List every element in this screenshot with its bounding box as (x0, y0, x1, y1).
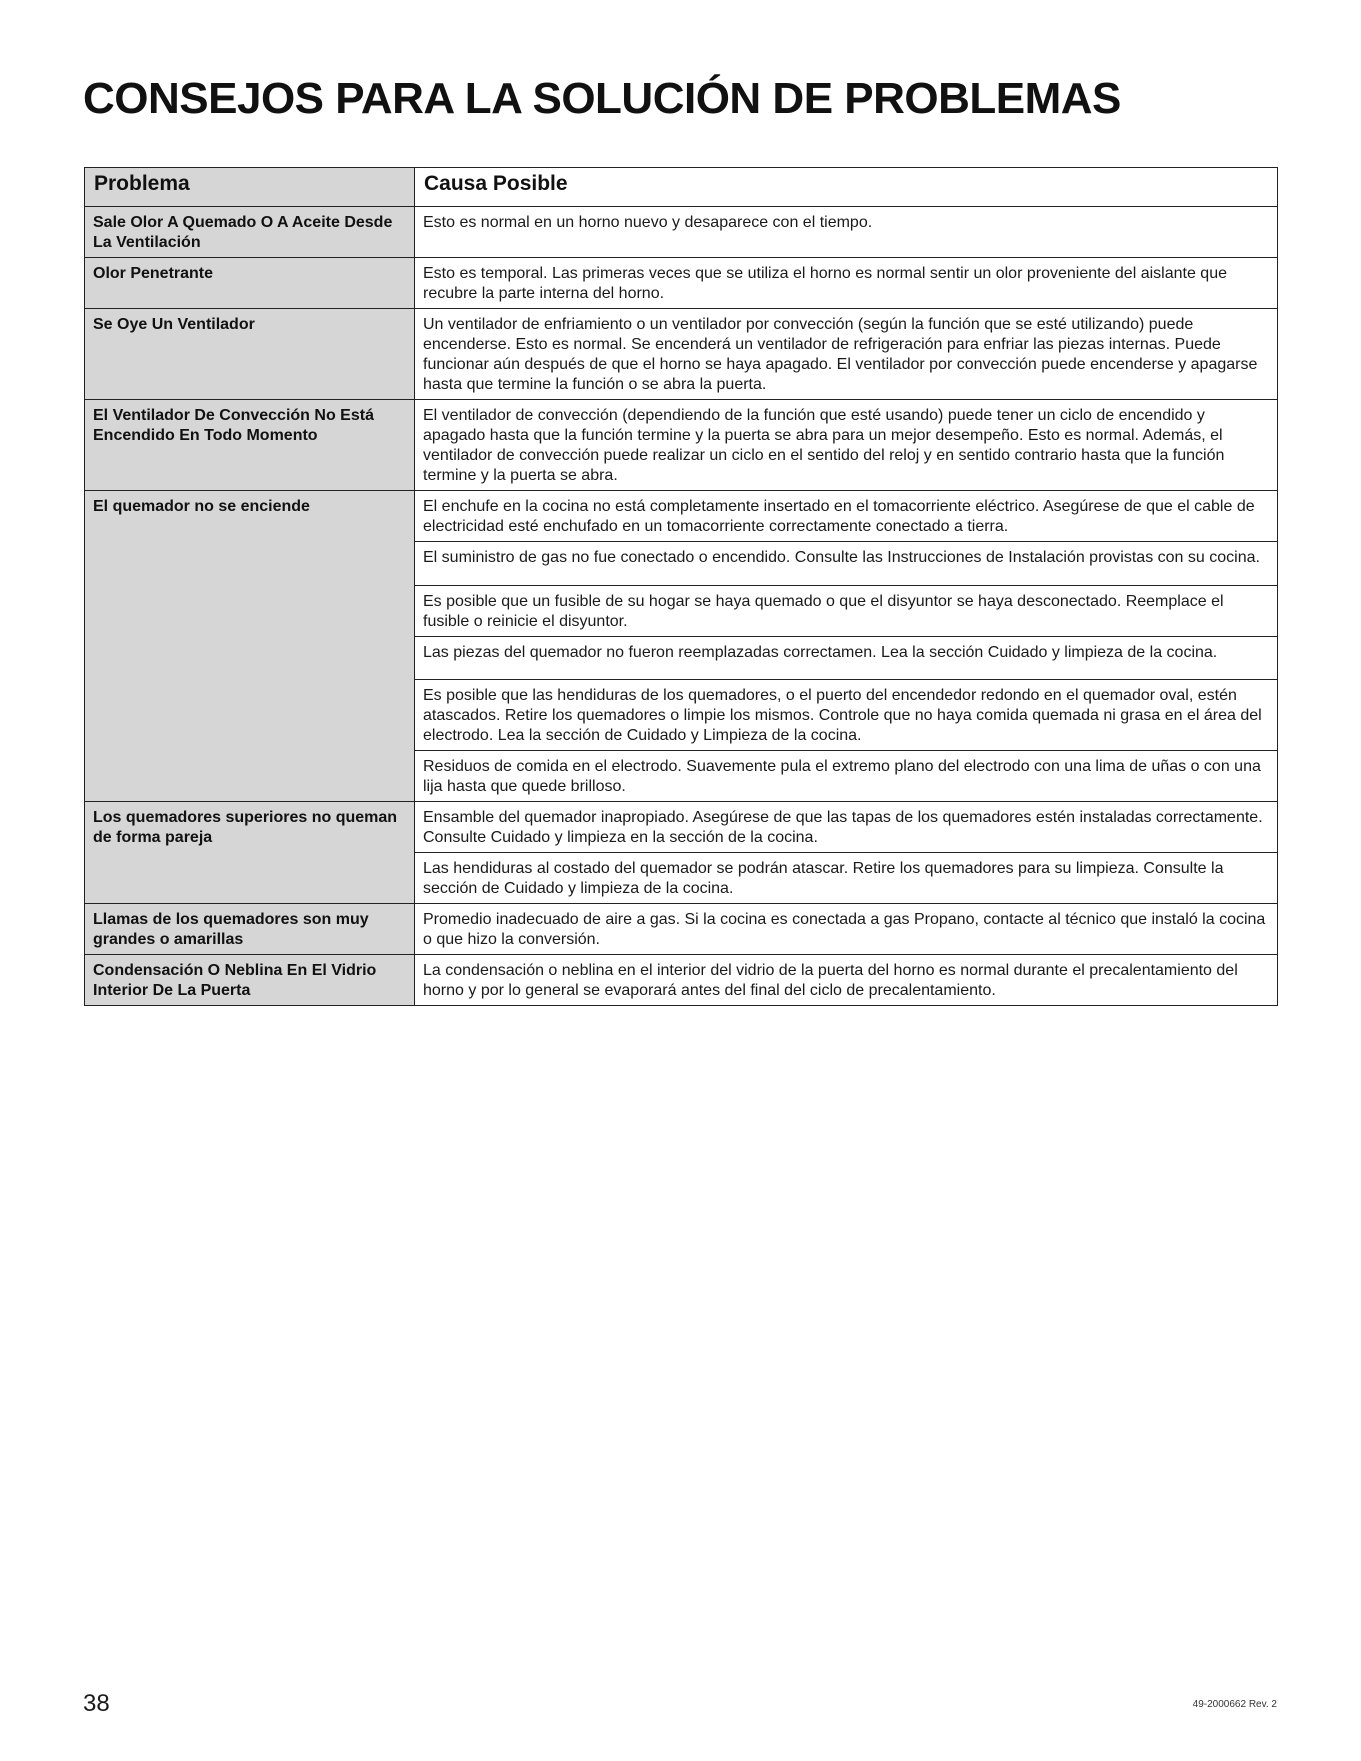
cause-cell: Las piezas del quemador no fueron reemplazadas correctamen. Lea la sección Cuidado y limpieza de la cocina. (415, 637, 1278, 680)
problem-cell: Condensación O Neblina En El Vidrio Interior De La Puerta (85, 955, 415, 1006)
problem-cell: El quemador no se enciende (85, 491, 415, 802)
cause-cell: Esto es temporal. Las primeras veces que se utiliza el horno es normal sentir un olor proveniente del aislante que recubre la parte interna del horno. (415, 258, 1278, 309)
table-row (85, 802, 1278, 853)
table-row (85, 400, 1278, 491)
table-row (85, 207, 1278, 258)
cause-cell: El suministro de gas no fue conectado o encendido. Consulte las Instrucciones de Instalación provistas con su cocina. (415, 542, 1278, 586)
problem-cell: El Ventilador De Convección No Está Encendido En Todo Momento (85, 400, 415, 491)
cause-cell: La condensación o neblina en el interior del vidrio de la puerta del horno es normal durante el precalentamiento del horno y por lo general se evaporará antes del final del ciclo de precalentamiento. (415, 955, 1278, 1006)
cause-cell: Promedio inadecuado de aire a gas. Si la cocina es conectada a gas Propano, contacte al técnico que instaló la cocina o que hizo la conversión. (415, 904, 1278, 955)
page-title: CONSEJOS PARA LA SOLUCIÓN DE PROBLEMAS (83, 74, 1121, 123)
table-row (85, 955, 1278, 1006)
table-header-row (85, 168, 1278, 207)
table-row (85, 309, 1278, 400)
page-number: 38 (83, 1690, 110, 1717)
cause-cell: Esto es normal en un horno nuevo y desaparece con el tiempo. (415, 207, 1278, 258)
problem-cell: Se Oye Un Ventilador (85, 309, 415, 400)
cause-cell: Residuos de comida en el electrodo. Suavemente pula el extremo plano del electrodo con una lima de uñas o con una lija hasta que quede brilloso. (415, 751, 1278, 802)
problem-cell: Sale Olor A Quemado O A Aceite Desde La Ventilación (85, 207, 415, 258)
cause-cell: Es posible que las hendiduras de los quemadores, o el puerto del encendedor redondo en el quemador oval, estén atascados. Retire los quemadores o limpie los mismos. Controle que no haya comida quemada ni grasa en el área del electrodo. Lea la sección de Cuidado y Limpieza de la cocina. (415, 680, 1278, 751)
problem-cell: Llamas de los quemadores son muy grandes o amarillas (85, 904, 415, 955)
cause-cell: Es posible que un fusible de su hogar se haya quemado o que el disyuntor se haya desconectado. Reemplace el fusible o reinicie el disyuntor. (415, 586, 1278, 637)
cause-cell: El ventilador de convección (dependiendo de la función que esté usando) puede tener un ciclo de encendido y apagado hasta que la función termine y la puerta se abra para un mejor desempeño. Esto es normal. Además, el ventilador de convección puede realizar un ciclo en el sentido del reloj y en sentido contrario hasta que la función termine y la puerta se abra. (415, 400, 1278, 491)
cause-cell: Un ventilador de enfriamiento o un ventilador por convección (según la función que se esté utilizando) puede encenderse. Esto es normal. Se encenderá un ventilador de refrigeración para enfriar las piezas internas. Puede funcionar aún después de que el horno se haya apagado. El ventilador por convección puede encenderse y apagarse hasta que termine la función o se abra la puerta. (415, 309, 1278, 400)
cause-cell: Las hendiduras al costado del quemador se podrán atascar. Retire los quemadores para su limpieza. Consulte la sección de Cuidado y limpieza de la cocina. (415, 853, 1278, 904)
table-body (85, 207, 1278, 1006)
troubleshooting-table (84, 167, 1278, 1006)
table-row (85, 258, 1278, 309)
cause-cell: Ensamble del quemador inapropiado. Asegúrese de que las tapas de los quemadores estén instaladas correctamente. Consulte Cuidado y limpieza en la sección de la cocina. (415, 802, 1278, 853)
document-code: 49-2000662 Rev. 2 (1192, 1699, 1277, 1710)
problem-cell: Los quemadores superiores no queman de forma pareja (85, 802, 415, 904)
table-row (85, 491, 1278, 542)
table-row (85, 904, 1278, 955)
problem-cell: Olor Penetrante (85, 258, 415, 309)
cause-cell: El enchufe en la cocina no está completamente insertado en el tomacorriente eléctrico. Asegúrese de que el cable de electricidad esté enchufado en un tomacorriente correctamente conectado a tierra. (415, 491, 1278, 542)
header-problem: Problema (85, 168, 415, 207)
header-cause: Causa Posible (415, 168, 1278, 207)
